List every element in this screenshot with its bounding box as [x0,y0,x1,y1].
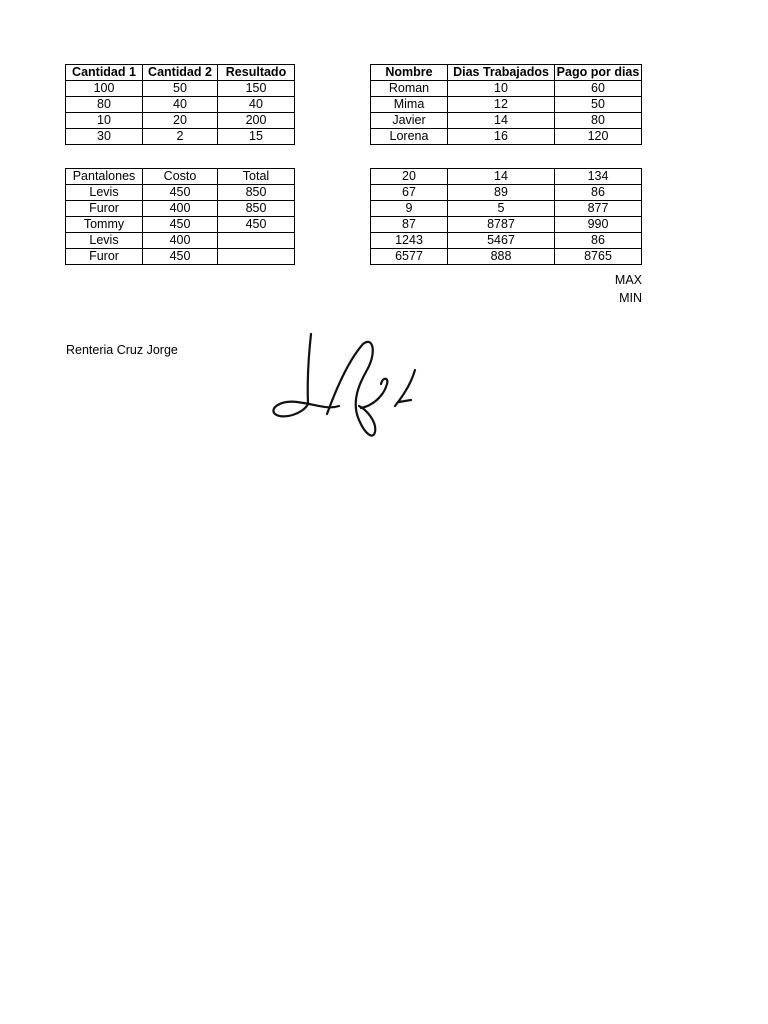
table-cell: Tommy [66,217,143,233]
table-cell: 450 [143,249,218,265]
table-cell: 14 [448,113,555,129]
table-cell: Furor [66,249,143,265]
table-row [371,217,642,233]
table-cell: 15 [218,129,295,145]
table-row [371,201,642,217]
table-row [66,97,295,113]
payroll-table [370,64,642,145]
header-cell: Total [218,169,295,185]
table-cell: Roman [371,81,448,97]
table-row [66,129,295,145]
table-cell: 80 [66,97,143,113]
table-cell: 16 [448,129,555,145]
table-cell: 8765 [555,249,642,265]
table-cell: 450 [143,185,218,201]
table-row [371,249,642,265]
table-row [371,169,642,185]
table-cell: 120 [555,129,642,145]
table-cell: 40 [143,97,218,113]
numbers-table [370,168,642,265]
table-header-row [66,65,295,81]
table-cell: 1243 [371,233,448,249]
table-cell: 850 [218,201,295,217]
table-cell: 10 [448,81,555,97]
table-header-row [371,65,642,81]
table-row [66,217,295,233]
table-cell: 80 [555,113,642,129]
table-cell: Lorena [371,129,448,145]
table-cell: 50 [143,81,218,97]
table-cell: 6577 [371,249,448,265]
table-row [371,113,642,129]
table-cell: 67 [371,185,448,201]
table-cell: 134 [555,169,642,185]
min-label: MIN [619,291,642,305]
header-cell: Pago por dias [555,65,642,81]
pants-table [65,168,295,265]
header-cell: Pantalones [66,169,143,185]
header-cell: Costo [143,169,218,185]
table-cell [218,233,295,249]
table-cell: 990 [555,217,642,233]
header-cell: Cantidad 1 [66,65,143,81]
header-cell: Resultado [218,65,295,81]
table-row [66,233,295,249]
max-label: MAX [614,273,642,287]
table-cell: 888 [448,249,555,265]
table-cell: Furor [66,201,143,217]
table-row [66,185,295,201]
table-cell: Javier [371,113,448,129]
table-cell: 850 [218,185,295,201]
table-cell: Levis [66,185,143,201]
table-cell: 89 [448,185,555,201]
table-cell: 14 [448,169,555,185]
table-cell: 5467 [448,233,555,249]
table-cell: 150 [218,81,295,97]
table-cell: 40 [218,97,295,113]
table-cell: 8787 [448,217,555,233]
table-cell: 200 [218,113,295,129]
table-cell: 9 [371,201,448,217]
table-cell: 2 [143,129,218,145]
header-cell: Cantidad 2 [143,65,218,81]
table-row [66,249,295,265]
table-row [66,113,295,129]
table-cell: 450 [218,217,295,233]
table-cell: Levis [66,233,143,249]
table-cell: 10 [66,113,143,129]
table-cell: Mima [371,97,448,113]
table-row [371,233,642,249]
table-row [371,81,642,97]
table-cell: 86 [555,185,642,201]
table-row [66,201,295,217]
table-cell: 400 [143,201,218,217]
table-row [66,81,295,97]
table-row [371,129,642,145]
table-header-row [66,169,295,185]
table-cell: 50 [555,97,642,113]
table-cell: 20 [371,169,448,185]
quantities-table [65,64,295,145]
table-cell [218,249,295,265]
table-row [371,97,642,113]
table-cell: 87 [371,217,448,233]
table-cell: 100 [66,81,143,97]
table-cell: 86 [555,233,642,249]
signature-image [255,322,455,450]
table-cell: 20 [143,113,218,129]
table-cell: 400 [143,233,218,249]
author-name: Renteria Cruz Jorge [66,343,178,357]
table-cell: 5 [448,201,555,217]
table-cell: 877 [555,201,642,217]
table-cell: 450 [143,217,218,233]
table-cell: 30 [66,129,143,145]
header-cell: Dias Trabajados [448,65,555,81]
table-cell: 60 [555,81,642,97]
header-cell: Nombre [371,65,448,81]
table-row [371,185,642,201]
table-cell: 12 [448,97,555,113]
